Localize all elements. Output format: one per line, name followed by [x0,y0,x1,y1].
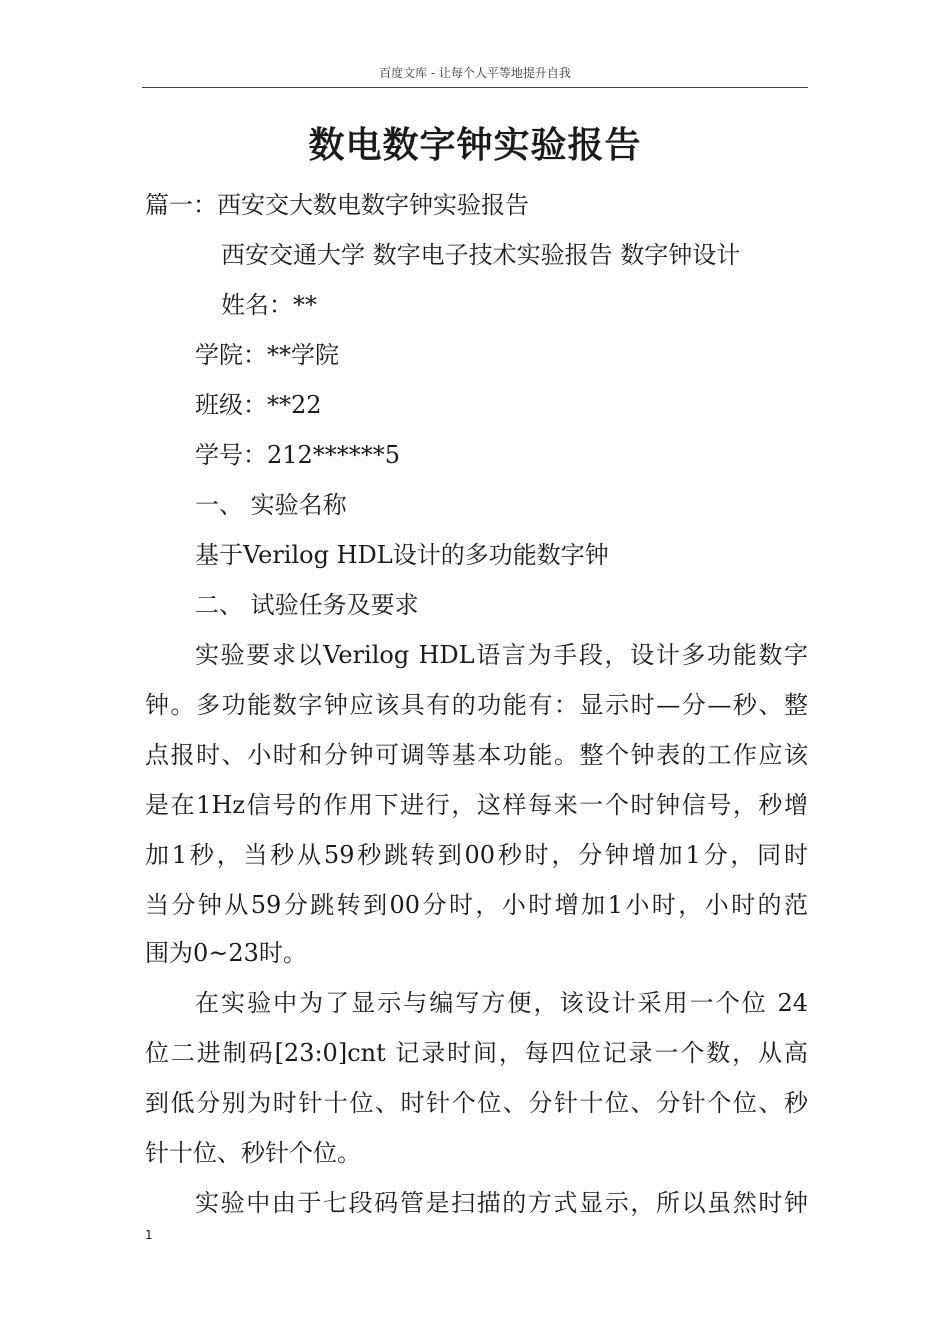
page-header: 百度文库 - 让每个人平等地提升自我 [379,66,571,80]
name-field: 姓名：** [221,291,317,319]
paragraph-line: 是在1Hz信号的作用下进行，这样每来一个时钟信号，秒增 [145,791,808,819]
paragraph-line: 点报时、小时和分钟可调等基本功能。整个钟表的工作应该 [145,741,808,769]
section-1-heading: 一、 实验名称 [195,491,347,519]
paragraph-line: 当分钟从59分跳转到00分时，小时增加1小时，小时的范 [145,891,808,919]
paragraph-line: 位二进制码[23:0]cnt 记录时间，每四位记录一个数，从高 [145,1039,808,1067]
document-title: 数电数字钟实验报告 [308,124,642,166]
section-heading: 篇一：西安交大数电数字钟实验报告 [145,191,529,219]
paragraph-line: 针十位、秒针个位。 [145,1139,361,1167]
experiment-name: 基于Verilog HDL设计的多功能数字钟 [195,541,609,569]
paragraph-line: 到低分别为时针十位、时针个位、分针十位、分针个位、秒 [145,1089,808,1117]
paragraph-line: 钟。多功能数字钟应该具有的功能有：显示时—分—秒、整 [145,691,808,719]
header-rule [142,87,808,88]
paragraph-line: 围为0~23时。 [145,939,307,967]
page-number: 1 [145,1228,153,1242]
section-2-heading: 二、 试验任务及要求 [195,591,419,619]
college-field: 学院：**学院 [195,341,339,369]
report-subtitle: 西安交通大学 数字电子技术实验报告 数字钟设计 [221,241,741,269]
paragraph-line: 实验要求以Verilog HDL语言为手段，设计多功能数字 [195,641,808,669]
paragraph-line: 在实验中为了显示与编写方便，该设计采用一个位 24 [195,989,808,1017]
student-id-field: 学号：212******5 [195,441,401,469]
class-field: 班级：**22 [195,391,322,419]
paragraph-line: 加1秒，当秒从59秒跳转到00秒时，分钟增加1分，同时 [145,841,808,869]
paragraph-line: 实验中由于七段码管是扫描的方式显示，所以虽然时钟 [195,1189,808,1217]
